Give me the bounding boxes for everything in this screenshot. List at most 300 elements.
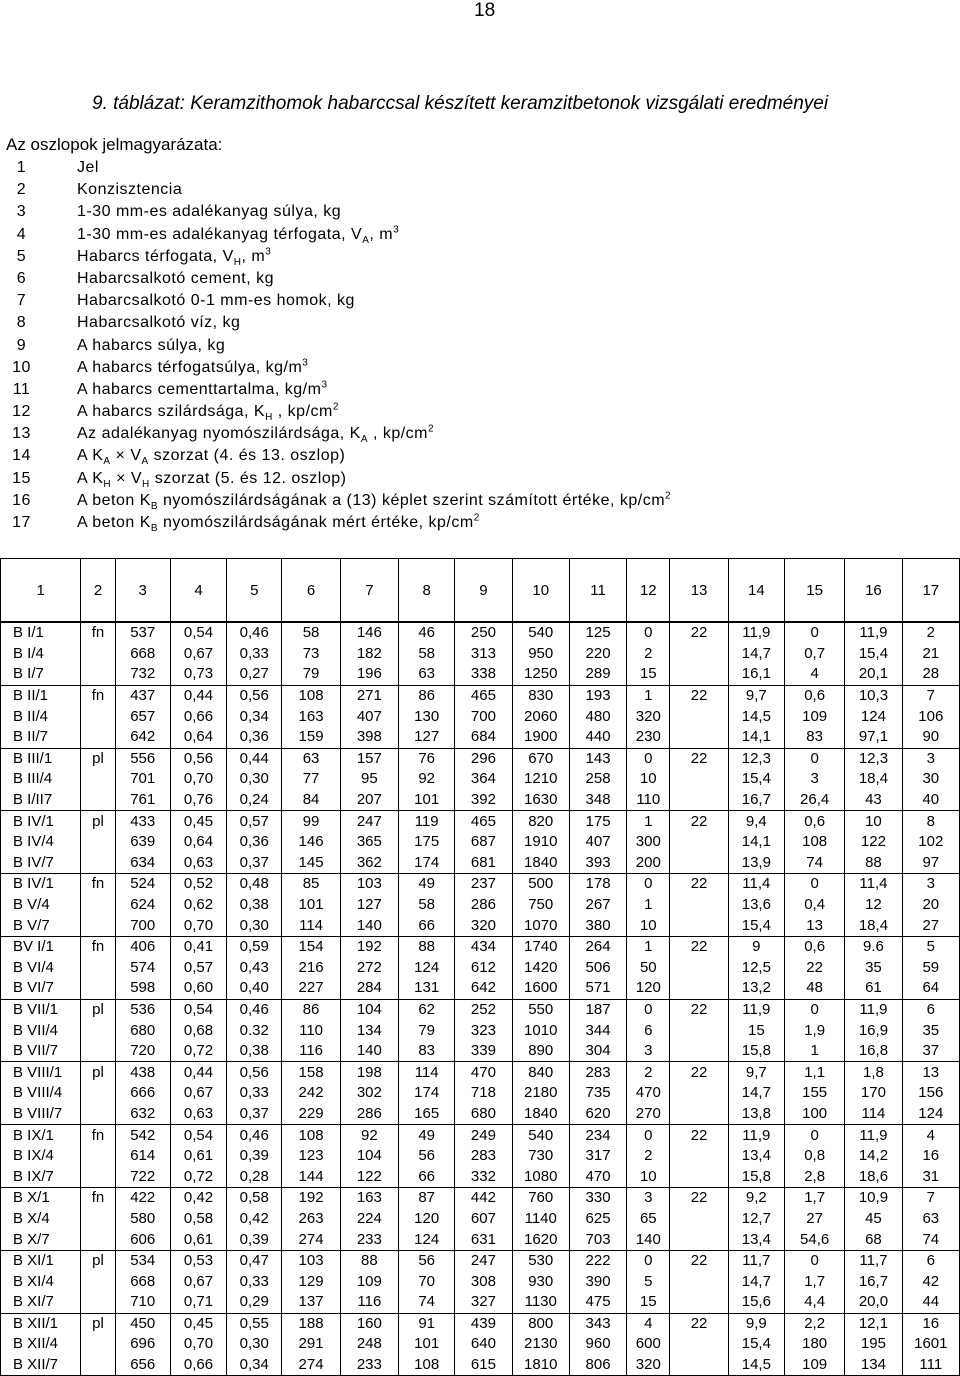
- table-cell: 1810: [512, 1355, 569, 1376]
- page-number: 18: [474, 0, 496, 21]
- table-row: [1, 1104, 960, 1125]
- table-cell: 327: [455, 1292, 512, 1313]
- table-cell: 227: [282, 978, 340, 999]
- table-cell: 600: [627, 1334, 670, 1355]
- legend-item: [0, 246, 671, 268]
- table-cell: 76: [399, 748, 455, 769]
- table-cell: [81, 832, 115, 853]
- table-row: [1, 874, 960, 895]
- table-cell: 13: [902, 1062, 959, 1083]
- table-cell: pl: [81, 999, 115, 1020]
- table-cell: 140: [627, 1229, 670, 1250]
- table-row: [1, 999, 960, 1020]
- table-cell: B IV/7: [1, 853, 81, 874]
- table-cell: 163: [282, 706, 340, 727]
- legend-item: [0, 268, 671, 290]
- table-cell: 2: [627, 1146, 670, 1167]
- column-header: 15: [784, 559, 844, 622]
- legend-item-number: 11: [12, 380, 31, 398]
- table-row: [1, 644, 960, 665]
- table-cell: 137: [282, 1292, 340, 1313]
- table-row: [1, 706, 960, 727]
- table-cell: 0,6: [784, 685, 844, 706]
- legend-item-number: 6: [16, 269, 27, 287]
- table-cell: 247: [455, 1250, 512, 1271]
- table-cell: [670, 644, 728, 665]
- table-cell: 9: [728, 936, 784, 957]
- table-cell: 46: [399, 623, 455, 644]
- table-cell: 666: [115, 1083, 170, 1104]
- table-cell: 22: [670, 1062, 728, 1083]
- table-cell: 580: [115, 1209, 170, 1230]
- table-cell: 0,6: [784, 811, 844, 832]
- table-cell: 187: [569, 999, 626, 1020]
- table-cell: 131: [399, 978, 455, 999]
- table-cell: 274: [282, 1229, 340, 1250]
- table-cell: 506: [569, 958, 626, 979]
- table-cell: 134: [340, 1020, 398, 1041]
- table-cell: 625: [569, 1209, 626, 1230]
- table-cell: 88: [399, 936, 455, 957]
- table-cell: 195: [845, 1334, 902, 1355]
- table-cell: 104: [340, 999, 398, 1020]
- legend-item-text: Habarcs térfogata, $V_H$, $m^3$: [77, 246, 272, 268]
- table-cell: 0,30: [227, 915, 282, 936]
- table-cell: 20,0: [845, 1292, 902, 1313]
- table-cell: 170: [845, 1083, 902, 1104]
- table-cell: 13: [784, 915, 844, 936]
- table-cell: B V/4: [1, 895, 81, 916]
- table-cell: [670, 895, 728, 916]
- table-cell: 556: [115, 748, 170, 769]
- table-cell: 0,7: [784, 644, 844, 665]
- table-cell: 0,48: [227, 874, 282, 895]
- table-cell: 0: [627, 999, 670, 1020]
- table-row: [1, 895, 960, 916]
- table-cell: [670, 1146, 728, 1167]
- table-cell: 59: [902, 958, 959, 979]
- table-cell: 0: [784, 999, 844, 1020]
- column-header: 14: [728, 559, 784, 622]
- legend-item-number: 17: [12, 514, 31, 531]
- column-header: 16: [845, 559, 902, 622]
- table-cell: 2130: [512, 1334, 569, 1355]
- table-row: [1, 1020, 960, 1041]
- legend-item-text: Konzisztencia: [77, 181, 183, 199]
- legend-item-text: 1-30 mm-es adalékanyag térfogata, $V_A$, $m^3$: [77, 224, 400, 246]
- table-cell: [670, 1271, 728, 1292]
- table-cell: 11,9: [845, 999, 902, 1020]
- table-cell: 2: [902, 623, 959, 644]
- table-cell: fn: [81, 685, 115, 706]
- table-cell: [670, 978, 728, 999]
- table-cell: 598: [115, 978, 170, 999]
- table-cell: 0,67: [170, 1271, 226, 1292]
- table-cell: 146: [282, 832, 340, 853]
- table-cell: 0,4: [784, 895, 844, 916]
- table-cell: B IV/4: [1, 832, 81, 853]
- table-cell: 198: [340, 1062, 398, 1083]
- table-cell: 0: [627, 1125, 670, 1146]
- table-cell: 286: [455, 895, 512, 916]
- legend-item-text: Habarcsalkotó cement, kg: [77, 269, 274, 287]
- legend-item-text: A habarcs szilárdsága, $K_H$ , $kp/cm^2$: [77, 401, 339, 424]
- table-cell: 1740: [512, 936, 569, 957]
- table-cell: B III/1: [1, 748, 81, 769]
- table-cell: 12,3: [845, 748, 902, 769]
- table-cell: 440: [569, 727, 626, 748]
- table-cell: 267: [569, 895, 626, 916]
- table-cell: 0,68: [170, 1020, 226, 1041]
- table-cell: [81, 664, 115, 685]
- table-cell: B VII/4: [1, 1020, 81, 1041]
- table-cell: 12,7: [728, 1209, 784, 1230]
- column-legend: [0, 157, 671, 534]
- table-cell: 16: [902, 1146, 959, 1167]
- table-cell: 175: [569, 811, 626, 832]
- table-row: [1, 1083, 960, 1104]
- table-cell: 22: [784, 958, 844, 979]
- table-cell: 0,72: [170, 1041, 226, 1062]
- table-cell: 207: [340, 790, 398, 811]
- table-row: [1, 915, 960, 936]
- table-cell: 18,6: [845, 1166, 902, 1187]
- table-cell: [670, 1334, 728, 1355]
- table-cell: 11,4: [845, 874, 902, 895]
- table-cell: 61: [845, 978, 902, 999]
- table-cell: 11,9: [728, 1125, 784, 1146]
- table-cell: 54,6: [784, 1229, 844, 1250]
- table-cell: 56: [399, 1146, 455, 1167]
- table-cell: 0,54: [170, 1125, 226, 1146]
- table-cell: 122: [340, 1166, 398, 1187]
- table-cell: 220: [569, 644, 626, 665]
- table-cell: 0,70: [170, 915, 226, 936]
- table-cell: 1250: [512, 664, 569, 685]
- table-cell: 1: [627, 811, 670, 832]
- table-cell: 680: [455, 1104, 512, 1125]
- table-cell: 229: [282, 1104, 340, 1125]
- table-cell: 0,63: [170, 853, 226, 874]
- legend-item-text: A beton $K_B$ nyomószilárdságának mért értéke, $kp/cm^2$: [77, 512, 480, 535]
- table-cell: 271: [340, 685, 398, 706]
- table-cell: 86: [282, 999, 340, 1020]
- table-cell: B IV/1: [1, 811, 81, 832]
- table-cell: 1: [627, 936, 670, 957]
- table-cell: 480: [569, 706, 626, 727]
- table-cell: [81, 1146, 115, 1167]
- table-cell: 68: [845, 1229, 902, 1250]
- table-cell: 13,6: [728, 895, 784, 916]
- table-cell: [670, 664, 728, 685]
- table-cell: B XI/4: [1, 1271, 81, 1292]
- table-cell: fn: [81, 936, 115, 957]
- table-cell: 348: [569, 790, 626, 811]
- table-cell: 710: [115, 1292, 170, 1313]
- table-cell: B X/7: [1, 1229, 81, 1250]
- table-cell: 0,44: [170, 685, 226, 706]
- table-cell: 0: [627, 874, 670, 895]
- table-cell: 304: [569, 1041, 626, 1062]
- table-cell: 0: [784, 623, 844, 644]
- table-row: [1, 1355, 960, 1376]
- table-cell: 102: [902, 832, 959, 853]
- table-cell: 174: [399, 1083, 455, 1104]
- legend-item-number: 15: [12, 469, 31, 487]
- table-cell: 22: [670, 1250, 728, 1271]
- table-row: [1, 1146, 960, 1167]
- legend-item-number: 7: [16, 292, 27, 310]
- table-cell: [81, 895, 115, 916]
- table-cell: 83: [399, 1041, 455, 1062]
- table-cell: 160: [340, 1313, 398, 1334]
- table-row: [1, 1209, 960, 1230]
- table-row: [1, 1188, 960, 1209]
- table-cell: 124: [399, 958, 455, 979]
- table-cell: 283: [455, 1146, 512, 1167]
- table-cell: 1010: [512, 1020, 569, 1041]
- table-cell: 0,76: [170, 790, 226, 811]
- table-row: [1, 853, 960, 874]
- table-cell: 26,4: [784, 790, 844, 811]
- table-cell: 680: [115, 1020, 170, 1041]
- table-cell: 470: [627, 1083, 670, 1104]
- table-cell: 97: [902, 853, 959, 874]
- table-cell: 14,7: [728, 1271, 784, 1292]
- table-cell: 79: [282, 664, 340, 685]
- table-cell: 30: [902, 769, 959, 790]
- table-cell: B IX/7: [1, 1166, 81, 1187]
- column-header: 9: [455, 559, 512, 622]
- table-cell: [81, 1355, 115, 1376]
- table-cell: 22: [670, 811, 728, 832]
- table-cell: [670, 853, 728, 874]
- table-cell: 0: [784, 1125, 844, 1146]
- table-row: [1, 1292, 960, 1313]
- table-cell: 143: [569, 748, 626, 769]
- table-cell: 6: [627, 1020, 670, 1041]
- table-cell: 130: [399, 706, 455, 727]
- table-cell: 840: [512, 1062, 569, 1083]
- table-cell: 6: [902, 1250, 959, 1271]
- table-cell: 0,44: [170, 1062, 226, 1083]
- table-cell: 58: [399, 895, 455, 916]
- table-cell: 11,7: [845, 1250, 902, 1271]
- table-cell: 127: [399, 727, 455, 748]
- table-cell: 11,7: [728, 1250, 784, 1271]
- table-cell: 18,4: [845, 915, 902, 936]
- table-cell: 14,5: [728, 1355, 784, 1376]
- table-cell: 540: [512, 1125, 569, 1146]
- table-cell: 37: [902, 1041, 959, 1062]
- table-cell: 216: [282, 958, 340, 979]
- table-cell: 0,47: [227, 1250, 282, 1271]
- table-cell: [670, 727, 728, 748]
- table-cell: 634: [115, 853, 170, 874]
- table-cell: 192: [340, 936, 398, 957]
- table-cell: [81, 769, 115, 790]
- table-cell: 1900: [512, 727, 569, 748]
- table-cell: 175: [399, 832, 455, 853]
- table-cell: 120: [627, 978, 670, 999]
- table-cell: 0: [627, 623, 670, 644]
- table-cell: [81, 1104, 115, 1125]
- table-cell: [670, 1292, 728, 1313]
- legend-item: [0, 290, 671, 312]
- table-cell: 1130: [512, 1292, 569, 1313]
- table-cell: 63: [399, 664, 455, 685]
- table-cell: 16,7: [728, 790, 784, 811]
- table-cell: 83: [784, 727, 844, 748]
- table-cell: 750: [512, 895, 569, 916]
- table-cell: 12,5: [728, 958, 784, 979]
- table-cell: 0,28: [227, 1166, 282, 1187]
- table-cell: B XI/7: [1, 1292, 81, 1313]
- table-cell: [81, 1271, 115, 1292]
- table-cell: 15,4: [728, 769, 784, 790]
- legend-item-text: Az adalékanyag nyomószilárdsága, $K_A$ , $kp/cm^2$: [77, 423, 435, 446]
- table-cell: 537: [115, 623, 170, 644]
- table-cell: fn: [81, 623, 115, 644]
- table-cell: 362: [340, 853, 398, 874]
- table-cell: 701: [115, 769, 170, 790]
- table-cell: 0: [627, 1250, 670, 1271]
- table-title: 9. táblázat: Keramzithomok habarccsal készített keramzitbetonok vizsgálati eredményei: [92, 93, 829, 114]
- table-cell: 668: [115, 644, 170, 665]
- table-cell: 9.6: [845, 936, 902, 957]
- legend-item-text: Habarcsalkotó víz, kg: [77, 314, 241, 332]
- table-cell: 0,63: [170, 1104, 226, 1125]
- table-cell: 442: [455, 1188, 512, 1209]
- table-cell: B V/7: [1, 915, 81, 936]
- column-header: 5: [227, 559, 282, 622]
- table-cell: 196: [340, 664, 398, 685]
- table-cell: 0,37: [227, 853, 282, 874]
- table-cell: 193: [569, 685, 626, 706]
- table-cell: 90: [902, 727, 959, 748]
- legend-item: [0, 201, 671, 223]
- table-cell: 233: [340, 1355, 398, 1376]
- table-cell: 0,57: [170, 958, 226, 979]
- table-cell: 700: [115, 915, 170, 936]
- table-cell: 56: [399, 1250, 455, 1271]
- legend-item-text: A $K_A \times V_A$ szorzat (4. és 13. oszlop): [77, 447, 346, 468]
- results-table: [0, 622, 960, 1376]
- table-cell: 2,8: [784, 1166, 844, 1187]
- table-cell: B IX/1: [1, 1125, 81, 1146]
- table-cell: 291: [282, 1334, 340, 1355]
- table-cell: 11,9: [845, 623, 902, 644]
- table-cell: 42: [902, 1271, 959, 1292]
- table-cell: 380: [569, 915, 626, 936]
- table-row: [1, 664, 960, 685]
- table-cell: 200: [627, 853, 670, 874]
- table-cell: [81, 915, 115, 936]
- table-cell: 806: [569, 1355, 626, 1376]
- table-cell: 0,46: [227, 1125, 282, 1146]
- table-cell: 123: [282, 1146, 340, 1167]
- table-cell: 15,6: [728, 1292, 784, 1313]
- table-cell: [81, 1166, 115, 1187]
- legend-item-number: 4: [16, 225, 27, 243]
- table-cell: 140: [340, 915, 398, 936]
- table-cell: 22: [670, 685, 728, 706]
- table-row: [1, 1062, 960, 1083]
- table-cell: 49: [399, 1125, 455, 1146]
- table-row: [1, 1125, 960, 1146]
- table-cell: 950: [512, 644, 569, 665]
- table-cell: 0,55: [227, 1313, 282, 1334]
- table-cell: 114: [282, 915, 340, 936]
- table-cell: 642: [455, 978, 512, 999]
- table-row: [1, 1250, 960, 1271]
- table-cell: [81, 1292, 115, 1313]
- table-cell: 7: [902, 1188, 959, 1209]
- table-cell: 74: [902, 1229, 959, 1250]
- table-cell: 642: [115, 727, 170, 748]
- table-cell: 15,4: [845, 644, 902, 665]
- table-cell: B II/7: [1, 727, 81, 748]
- table-cell: 343: [569, 1313, 626, 1334]
- table-row: [1, 1041, 960, 1062]
- table-cell: 681: [455, 853, 512, 874]
- table-cell: 696: [115, 1334, 170, 1355]
- table-cell: 91: [399, 1313, 455, 1334]
- legend-item: [0, 312, 671, 334]
- table-cell: 438: [115, 1062, 170, 1083]
- legend-item-number: 9: [16, 336, 27, 354]
- results-table-header: [0, 558, 960, 622]
- table-cell: 0,53: [170, 1250, 226, 1271]
- table-cell: 124: [902, 1104, 959, 1125]
- table-cell: 624: [115, 895, 170, 916]
- table-cell: 703: [569, 1229, 626, 1250]
- table-cell: 14,2: [845, 1146, 902, 1167]
- table-row: [1, 769, 960, 790]
- table-cell: 45: [845, 1209, 902, 1230]
- table-cell: 2,2: [784, 1313, 844, 1334]
- table-cell: 338: [455, 664, 512, 685]
- table-cell: 657: [115, 706, 170, 727]
- legend-item-number: 8: [16, 314, 27, 332]
- table-cell: 18,4: [845, 769, 902, 790]
- table-cell: 237: [455, 874, 512, 895]
- table-cell: 86: [399, 685, 455, 706]
- table-cell: 1210: [512, 769, 569, 790]
- table-cell: 16,7: [845, 1271, 902, 1292]
- table-cell: 1910: [512, 832, 569, 853]
- table-cell: 614: [115, 1146, 170, 1167]
- table-cell: 230: [627, 727, 670, 748]
- table-cell: 92: [399, 769, 455, 790]
- table-cell: [81, 1334, 115, 1355]
- legend-item: [0, 445, 671, 467]
- table-cell: 258: [569, 769, 626, 790]
- table-cell: 21: [902, 644, 959, 665]
- table-cell: 74: [399, 1292, 455, 1313]
- table-cell: 960: [569, 1334, 626, 1355]
- table-cell: 3: [627, 1041, 670, 1062]
- table-cell: 274: [282, 1355, 340, 1376]
- table-cell: 320: [455, 915, 512, 936]
- table-cell: 0,46: [227, 999, 282, 1020]
- table-cell: 14,7: [728, 1083, 784, 1104]
- table-cell: 101: [399, 1334, 455, 1355]
- table-cell: 7: [902, 685, 959, 706]
- table-cell: 10: [845, 811, 902, 832]
- table-cell: B I/4: [1, 644, 81, 665]
- table-cell: 63: [282, 748, 340, 769]
